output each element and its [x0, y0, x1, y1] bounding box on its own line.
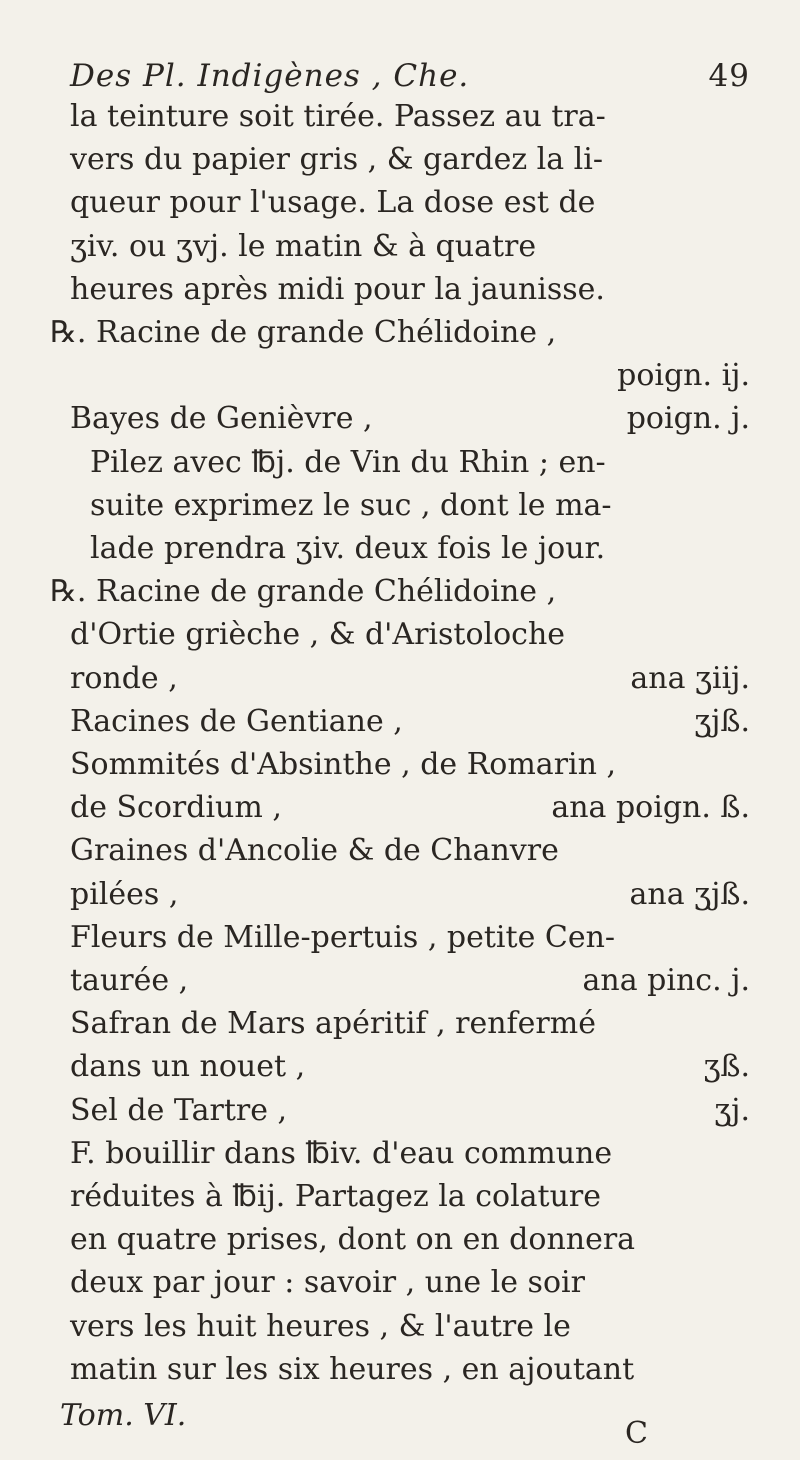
line-text: ℞. Racine de grande Chélidoine , [50, 315, 557, 350]
line-text: Graines d'Ancolie & de Chanvre [70, 833, 559, 869]
line-text: Racines de Gentiane , [70, 703, 403, 739]
dosage-text: poign. j. [626, 401, 750, 437]
text-line [70, 833, 750, 869]
line-text: Pilez avec ℔j. de Vin du Rhin ; en- [90, 444, 606, 480]
line-text: vers les huit heures , & l'autre le [70, 1308, 571, 1344]
text-line [70, 185, 750, 221]
text-line [70, 99, 750, 134]
text-line [70, 142, 750, 178]
text-line [50, 574, 730, 610]
text-line [70, 919, 750, 955]
dosage-text: ana ʒjß. [629, 876, 750, 912]
volume-label: Tom. VI. [60, 1398, 187, 1433]
page-number: 49 [708, 58, 750, 94]
text-line [90, 487, 770, 523]
line-text: ℞. Racine de grande Chélidoine , [50, 574, 557, 610]
line-text: suite exprimez le suc , dont le ma- [90, 487, 612, 523]
dosage-text: ana pinc. j. [582, 963, 750, 998]
text-line [70, 1265, 750, 1301]
line-text: matin sur les six heures , en ajoutant [70, 1351, 635, 1387]
text-line [70, 1092, 750, 1128]
text-line [90, 531, 770, 566]
line-text: Bayes de Genièvre , [70, 401, 373, 437]
dosage-text: poign. ij. [617, 358, 750, 394]
text-line [70, 876, 750, 912]
text-line [70, 271, 750, 307]
line-text: vers du papier gris , & gardez la li- [70, 142, 604, 178]
text-line [70, 1135, 750, 1171]
line-text: lade prendra ʒiv. deux fois le jour. [90, 531, 606, 566]
text-line [70, 1222, 750, 1258]
dosage-text: ʒß. [703, 1049, 750, 1085]
text-line [70, 1049, 750, 1085]
text-line [70, 1179, 750, 1214]
line-text: ʒiv. ou ʒvj. le matin & à quatre [70, 228, 537, 264]
line-text: Fleurs de Mille-pertuis , petite Cen- [70, 919, 616, 955]
text-line [70, 401, 750, 437]
line-text: de Scordium , [70, 790, 282, 826]
line-text: F. bouillir dans ℔iv. d'eau commune [70, 1135, 613, 1171]
text-line [70, 790, 750, 826]
line-text: taurée , [70, 963, 189, 998]
text-line [90, 444, 770, 480]
dosage-text: ana poign. ß. [551, 790, 750, 826]
line-text: réduites à ℔ij. Partagez la colature [70, 1179, 602, 1214]
line-text: dans un nouet , [70, 1049, 306, 1085]
running-header [70, 58, 750, 94]
dosage-text: ana ʒiij. [630, 660, 750, 696]
text-line [70, 228, 750, 264]
line-text: Safran de Mars apéritif , renfermé [70, 1006, 596, 1042]
running-title: Des Pl. Indigènes , Che. [70, 58, 470, 94]
text-line [70, 660, 750, 696]
signature-mark: C [625, 1416, 648, 1451]
line-text: queur pour l'usage. La dose est de [70, 185, 596, 221]
line-text: deux par jour : savoir , une le soir [70, 1265, 585, 1301]
text-line [70, 1351, 750, 1387]
text-line [50, 315, 730, 350]
line-text: ronde , [70, 660, 178, 696]
text-line [70, 617, 750, 653]
text-line [70, 1308, 750, 1344]
line-text: Sommités d'Absinthe , de Romarin , [70, 747, 617, 782]
line-text: Sel de Tartre , [70, 1092, 288, 1128]
text-line [70, 963, 750, 998]
line-text: la teinture soit tirée. Passez au tra- [70, 99, 606, 134]
line-text: d'Ortie grièche , & d'Aristoloche [70, 617, 566, 653]
line-text: pilées , [70, 876, 179, 912]
line-text: en quatre prises, dont on en donnera [70, 1222, 636, 1258]
text-line [70, 747, 750, 782]
line-text: heures après midi pour la jaunisse. [70, 271, 605, 307]
dosage-text: ʒj. [714, 1092, 750, 1128]
dosage-text: ʒjß. [694, 703, 750, 739]
text-line [70, 1006, 750, 1042]
text-line [70, 703, 750, 739]
page-footer [60, 1398, 750, 1451]
